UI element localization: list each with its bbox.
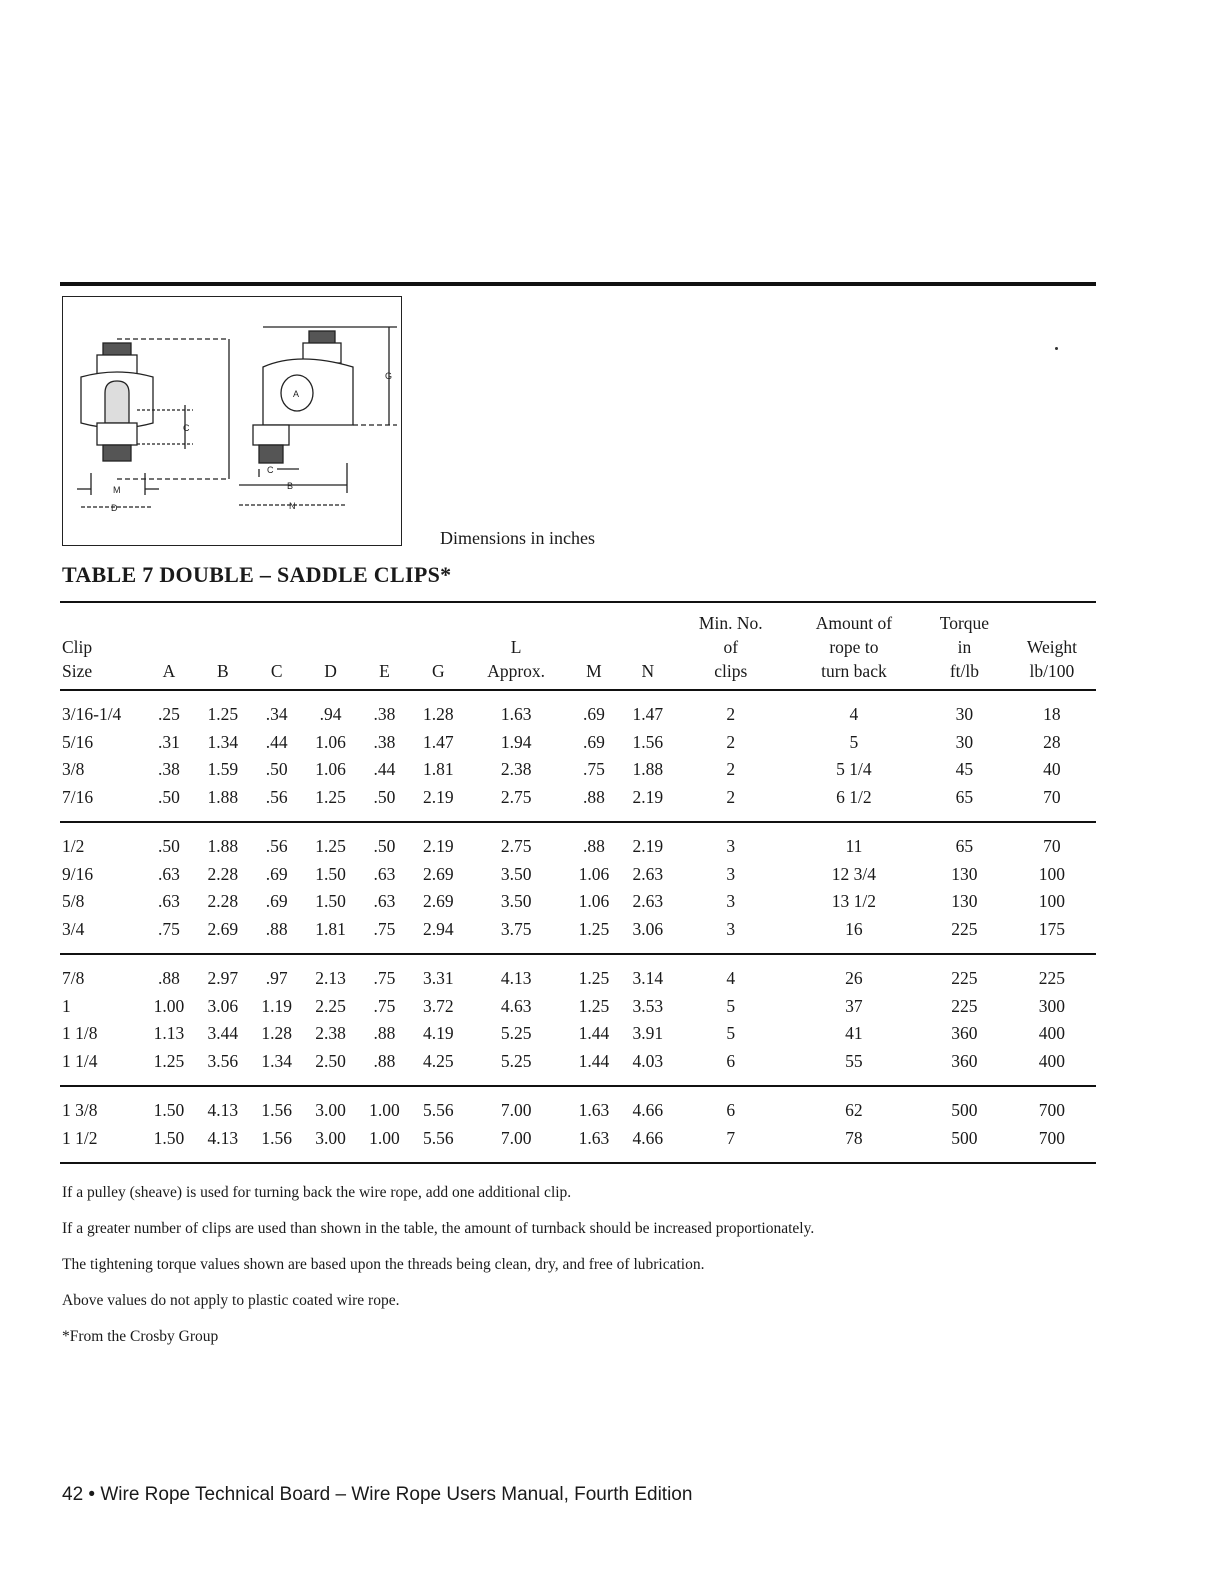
table-cell: 3.75 <box>500 918 532 939</box>
table-cell: 1.47 <box>632 704 664 725</box>
cell-clip-size: 1 3/8 <box>62 1100 98 1121</box>
table-row <box>60 954 1096 993</box>
table-cell: 1.06 <box>578 863 610 884</box>
table-cell: 225 <box>951 918 978 939</box>
table-cell: 400 <box>1038 1050 1066 1071</box>
table-cell: .38 <box>158 759 180 780</box>
table-cell: 1.25 <box>578 995 610 1016</box>
table-cell: 2.75 <box>500 786 532 807</box>
table-cell: .50 <box>158 836 180 857</box>
table-cell: 1.50 <box>153 1100 185 1121</box>
table-cell: 62 <box>845 1100 863 1121</box>
table-cell: 65 <box>955 786 974 807</box>
table-cell: 2 <box>726 704 736 725</box>
table-cell: 2.28 <box>207 891 239 912</box>
table-cell: 1.25 <box>207 704 239 725</box>
table-cell: 5 <box>726 1023 736 1044</box>
label-m: M <box>113 485 121 495</box>
table-group-1 <box>60 690 1096 822</box>
table-cell: 1.13 <box>153 1023 185 1044</box>
table-cell: 2.19 <box>632 786 664 807</box>
table-cell: 1.81 <box>423 759 454 780</box>
table-cell: 37 <box>845 995 863 1016</box>
table-cell: 1.25 <box>315 786 346 807</box>
table-cell: 130 <box>951 863 978 884</box>
table-cell: .69 <box>583 731 605 752</box>
table-cell: 1.06 <box>315 731 346 752</box>
table-cell: 5.25 <box>500 1023 532 1044</box>
table-cell: 225 <box>951 968 978 989</box>
table-group-3 <box>60 954 1096 1086</box>
table-cell: 360 <box>951 1023 978 1044</box>
table-cell: .88 <box>373 1023 396 1044</box>
header-g: G <box>431 661 445 681</box>
table-cell: .63 <box>158 891 180 912</box>
table-cell: 3.06 <box>632 918 664 939</box>
table-cell: 1.56 <box>261 1127 292 1148</box>
figure-caption: Dimensions in inches <box>440 528 595 548</box>
table-cell: 3.50 <box>500 891 532 912</box>
table-cell: 28 <box>1043 731 1061 752</box>
table-row <box>60 861 1096 889</box>
top-rule <box>60 282 1096 286</box>
cell-clip-size: 9/16 <box>62 863 94 884</box>
table-cell: 3.31 <box>423 968 454 989</box>
table-cell: 2.25 <box>315 995 346 1016</box>
table-cell: 1.63 <box>578 1127 610 1148</box>
note-source: *From the Crosby Group <box>62 1328 219 1345</box>
cell-clip-size: 5/16 <box>62 731 94 752</box>
table-cell: 4.13 <box>207 1100 239 1121</box>
table-cell: 3 <box>726 918 736 939</box>
note-plastic-coated: Above values do not apply to plastic coated wire rope. <box>62 1292 400 1309</box>
table-cell: 78 <box>845 1127 863 1148</box>
table-cell: 41 <box>845 1023 863 1044</box>
double-saddle-clips-table <box>60 601 1096 1164</box>
table-cell: 7.00 <box>500 1100 532 1121</box>
header-a: A <box>162 661 176 681</box>
table-cell: 2.38 <box>315 1023 346 1044</box>
cell-clip-size: 1 1/8 <box>62 1023 98 1044</box>
table-row <box>60 888 1096 916</box>
table-row <box>60 1048 1096 1087</box>
table-cell: 6 1/2 <box>836 786 872 807</box>
table-cell: 5.56 <box>423 1127 454 1148</box>
table-cell: 5.25 <box>500 1050 532 1071</box>
table-header-row <box>60 602 1096 690</box>
table-cell: 4.66 <box>632 1127 664 1148</box>
table-cell: 1.25 <box>315 836 346 857</box>
table-cell: .38 <box>373 704 396 725</box>
table-cell: 500 <box>951 1100 978 1121</box>
table-cell: 1.50 <box>153 1127 185 1148</box>
label-g: G <box>385 371 393 381</box>
label-d: D <box>111 503 118 513</box>
table-cell: 2.75 <box>500 836 532 857</box>
table-cell: 2.97 <box>207 968 239 989</box>
table-cell: 1.50 <box>315 863 346 884</box>
table-cell: 1.00 <box>153 995 185 1016</box>
table-cell: .88 <box>158 968 180 989</box>
table-cell: 3.72 <box>423 995 454 1016</box>
table-cell: 1.34 <box>261 1050 292 1071</box>
clip-side-view <box>239 327 397 505</box>
label-c-front: C <box>183 423 190 433</box>
cell-clip-size: 1 <box>62 995 71 1016</box>
table-cell: 700 <box>1038 1100 1066 1121</box>
table-cell: .34 <box>265 704 288 725</box>
table-cell: .69 <box>583 704 605 725</box>
table-cell: 40 <box>1043 759 1061 780</box>
table-cell: .94 <box>319 704 342 725</box>
table-cell: 2.19 <box>423 786 454 807</box>
table-cell: 70 <box>1043 836 1061 857</box>
table-cell: .25 <box>158 704 180 725</box>
table-cell: .50 <box>373 786 396 807</box>
header-c: C <box>270 661 283 681</box>
table-cell: .69 <box>265 863 288 884</box>
table-cell: .88 <box>583 786 605 807</box>
cell-clip-size: 1/2 <box>62 836 85 857</box>
table-cell: 1.63 <box>500 704 532 725</box>
table-cell: 1.88 <box>207 836 239 857</box>
table-cell: .88 <box>373 1050 396 1071</box>
table-cell: .38 <box>373 731 396 752</box>
label-n: N <box>289 501 296 511</box>
table-cell: .31 <box>158 731 180 752</box>
table-cell: 6 <box>726 1050 736 1071</box>
cell-clip-size: 5/8 <box>62 891 85 912</box>
table-cell: 2.19 <box>632 836 664 857</box>
table-cell: 1.34 <box>207 731 239 752</box>
table-cell: 1.06 <box>578 891 610 912</box>
table-cell: 12 3/4 <box>831 863 877 884</box>
table-cell: 3.56 <box>207 1050 239 1071</box>
header-b: B <box>216 661 229 681</box>
table-cell: 18 <box>1043 704 1061 725</box>
table-row <box>60 916 1096 955</box>
table-cell: 1.25 <box>153 1050 185 1071</box>
table-cell: 100 <box>1038 891 1066 912</box>
header-d: D <box>324 661 337 681</box>
table-cell: 700 <box>1038 1127 1066 1148</box>
table-cell: 7.00 <box>500 1127 532 1148</box>
table-cell: .69 <box>265 891 288 912</box>
table-cell: 2.28 <box>207 863 239 884</box>
table-cell: 100 <box>1038 863 1066 884</box>
table-cell: 2.19 <box>423 836 454 857</box>
table-cell: 1.00 <box>369 1100 400 1121</box>
table-cell: 65 <box>955 836 974 857</box>
table-row <box>60 993 1096 1021</box>
table-cell: 1.00 <box>369 1127 400 1148</box>
table-cell: 2.50 <box>315 1050 346 1071</box>
table-cell: 1.63 <box>578 1100 610 1121</box>
table-cell: .63 <box>158 863 180 884</box>
table-cell: 2 <box>726 731 736 752</box>
cell-clip-size: 7/16 <box>62 786 94 807</box>
header-l: L Approx. <box>487 637 546 681</box>
header-turnback: Amount of rope to turn back <box>815 613 893 681</box>
table-cell: 4 <box>726 968 736 989</box>
table-cell: 1.88 <box>207 786 239 807</box>
table-cell: 2.69 <box>207 918 239 939</box>
cell-clip-size: 3/16-1/4 <box>62 704 122 725</box>
table-cell: 1.28 <box>423 704 454 725</box>
table-cell: .50 <box>158 786 180 807</box>
table-cell: 4.13 <box>500 968 532 989</box>
header-n: N <box>641 661 655 681</box>
table-cell: 26 <box>845 968 863 989</box>
table-cell: 1.47 <box>423 731 454 752</box>
clip-front-view <box>77 339 229 507</box>
table-cell: 5 1/4 <box>836 759 872 780</box>
table-cell: 3 <box>726 836 736 857</box>
stray-dot <box>1055 347 1058 350</box>
table-cell: 11 <box>845 836 863 857</box>
table-cell: 1.56 <box>261 1100 292 1121</box>
table-cell: 500 <box>951 1127 978 1148</box>
double-saddle-clip-drawing <box>63 297 401 545</box>
table-cell: 1.81 <box>315 918 346 939</box>
table-cell: 2.38 <box>500 759 532 780</box>
table-cell: 30 <box>955 731 974 752</box>
table-cell: .75 <box>583 759 605 780</box>
table-cell: 2.94 <box>423 918 454 939</box>
table-cell: 175 <box>1038 918 1066 939</box>
table-cell: 1.25 <box>578 968 610 989</box>
table-cell: 2.69 <box>423 891 454 912</box>
table-cell: 3.53 <box>632 995 664 1016</box>
table-row <box>60 784 1096 823</box>
cell-clip-size: 3/8 <box>62 759 85 780</box>
header-e: E <box>379 661 390 681</box>
table-cell: 3.00 <box>315 1100 346 1121</box>
table-cell: 55 <box>845 1050 863 1071</box>
header-weight: Weight lb/100 <box>1026 637 1077 681</box>
label-b: B <box>287 481 294 491</box>
table-cell: 2.63 <box>632 891 664 912</box>
table-cell: 4.25 <box>423 1050 454 1071</box>
table-cell: .75 <box>373 968 396 989</box>
table-cell: 1.59 <box>207 759 239 780</box>
table-title: TABLE 7 DOUBLE – SADDLE CLIPS* <box>62 562 452 587</box>
table-cell: .50 <box>265 759 288 780</box>
table-cell: 225 <box>1038 968 1066 989</box>
table-cell: 3.06 <box>207 995 239 1016</box>
header-min-clips: Min. No. of clips <box>698 613 763 681</box>
cell-clip-size: 3/4 <box>62 918 85 939</box>
table-notes <box>62 1181 1092 1361</box>
table-cell: 2 <box>726 786 736 807</box>
table-cell: 1.25 <box>578 918 610 939</box>
table-cell: 3.00 <box>315 1127 346 1148</box>
header-torque: Torque in ft/lb <box>939 613 990 681</box>
table-cell: .63 <box>373 891 396 912</box>
table-cell: 4.03 <box>632 1050 664 1071</box>
table-cell: 2.63 <box>632 863 664 884</box>
table-cell: 4.63 <box>500 995 532 1016</box>
table-cell: 1.94 <box>500 731 532 752</box>
page-footer: 42 • Wire Rope Technical Board – Wire Rope Users Manual, Fourth Edition <box>62 1484 693 1505</box>
table-cell: 4.13 <box>207 1127 239 1148</box>
table-cell: 3.14 <box>632 968 664 989</box>
table-cell: 1.50 <box>315 891 346 912</box>
table-cell: 3 <box>726 891 736 912</box>
table-cell: 3 <box>726 863 736 884</box>
table-row <box>60 822 1096 861</box>
table-cell: 400 <box>1038 1023 1066 1044</box>
table-cell: .44 <box>373 759 396 780</box>
table-cell: 1.06 <box>315 759 346 780</box>
table-group-4 <box>60 1086 1096 1163</box>
table-cell: 70 <box>1043 786 1061 807</box>
label-c-side: C <box>267 465 274 475</box>
table-row <box>60 1086 1096 1125</box>
table-cell: 130 <box>951 891 978 912</box>
table-row <box>60 756 1096 784</box>
label-a: A <box>293 389 300 399</box>
table-cell: 1.56 <box>632 731 664 752</box>
header-clip-size: Clip Size <box>62 637 93 681</box>
table-cell: 300 <box>1038 995 1066 1016</box>
table-cell: 16 <box>845 918 863 939</box>
table-cell: 5 <box>726 995 736 1016</box>
table-cell: 3.91 <box>632 1023 664 1044</box>
cell-clip-size: 1 1/2 <box>62 1127 98 1148</box>
table-cell: .75 <box>373 995 396 1016</box>
table-cell: 4.66 <box>632 1100 664 1121</box>
cell-clip-size: 1 1/4 <box>62 1050 98 1071</box>
table-cell: 2.13 <box>315 968 346 989</box>
table-cell: 7 <box>726 1127 736 1148</box>
table-cell: 5 <box>849 731 859 752</box>
table-cell: 30 <box>955 704 974 725</box>
table-cell: 1.44 <box>578 1023 610 1044</box>
table-cell: .75 <box>158 918 180 939</box>
table-cell: .50 <box>373 836 396 857</box>
table-cell: 225 <box>951 995 978 1016</box>
table-cell: .88 <box>265 918 288 939</box>
table-row <box>60 690 1096 729</box>
table-cell: 6 <box>726 1100 736 1121</box>
table-cell: 1.88 <box>632 759 664 780</box>
note-greater-clips: If a greater number of clips are used than shown in the table, the amount of turnback should be increased proportionately. <box>62 1220 815 1237</box>
table-cell: 4 <box>849 704 859 725</box>
table-cell: 13 1/2 <box>831 891 877 912</box>
table-row <box>60 729 1096 757</box>
table-cell: .75 <box>373 918 396 939</box>
table-cell: 1.19 <box>261 995 292 1016</box>
cell-clip-size: 7/8 <box>62 968 85 989</box>
table-cell: .63 <box>373 863 396 884</box>
table-cell: 3.50 <box>500 863 532 884</box>
table-row <box>60 1125 1096 1164</box>
table-cell: 45 <box>955 759 974 780</box>
table-cell: 5.56 <box>423 1100 454 1121</box>
table-row <box>60 1020 1096 1048</box>
note-pulley: If a pulley (sheave) is used for turning back the wire rope, add one additional clip. <box>62 1184 572 1201</box>
table-group-2 <box>60 822 1096 954</box>
note-torque: The tightening torque values shown are based upon the threads being clean, dry, and free of lubrication. <box>62 1256 705 1273</box>
table-cell: 3.44 <box>207 1023 239 1044</box>
clip-dimension-figure <box>62 296 402 546</box>
table-cell: 2 <box>726 759 736 780</box>
table-cell: 360 <box>951 1050 978 1071</box>
table-cell: .88 <box>583 836 605 857</box>
table-cell: 2.69 <box>423 863 454 884</box>
table-cell: .56 <box>265 836 288 857</box>
table-cell: 1.28 <box>261 1023 292 1044</box>
table-cell: .97 <box>265 968 288 989</box>
header-m: M <box>586 661 602 681</box>
table-cell: 1.44 <box>578 1050 610 1071</box>
table-cell: .56 <box>265 786 288 807</box>
table-cell: .44 <box>265 731 288 752</box>
table-cell: 4.19 <box>423 1023 454 1044</box>
